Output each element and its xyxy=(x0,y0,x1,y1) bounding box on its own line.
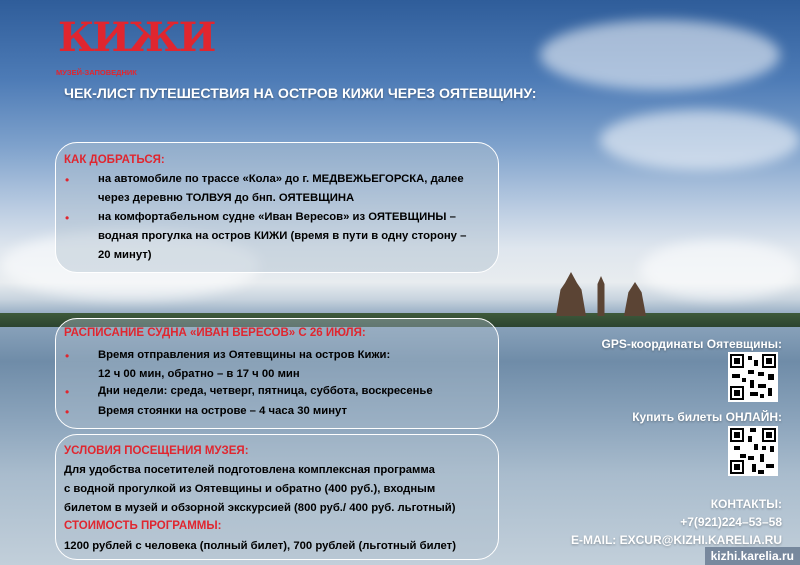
tickets-label: Купить билеты ОНЛАЙН: xyxy=(632,410,782,424)
list-item: Дни недели: среда, четверг, пятница, суббота, воскресенье xyxy=(98,385,433,397)
gps-qr-code[interactable] xyxy=(728,352,778,402)
list-item: на автомобиле по трассе «Кола» до г. МЕДВЕЖЬЕГОРСКА, далее через деревню ТОЛВУЯ до бнп. ОЯТЕВЩИНА xyxy=(98,173,464,204)
bullet-icon: • xyxy=(65,405,70,419)
site-watermark: kizhi.karelia.ru xyxy=(705,547,800,565)
list-item: на комфортабельном судне «Иван Вересов» из ОЯТЕВЩИНЫ – водная прогулка на остров КИЖИ (время в пути в одну сторону – 20 минут) xyxy=(98,211,467,261)
bullet-icon: • xyxy=(65,211,70,225)
list-item: Время отправления из Оятевщины на остров Кижи: 12 ч 00 мин, обратно – в 17 ч 00 мин xyxy=(98,349,391,380)
section-heading: КАК ДОБРАТЬСЯ: xyxy=(64,154,165,166)
bullet-icon: • xyxy=(65,173,70,187)
qr-code-icon xyxy=(728,352,778,402)
cloud xyxy=(640,240,800,300)
tickets-qr-code[interactable] xyxy=(728,426,778,476)
contact-phone[interactable]: +7(921)224–53–58 xyxy=(680,515,782,529)
cloud xyxy=(540,20,780,90)
page-title: ЧЕК-ЛИСТ ПУТЕШЕСТВИЯ НА ОСТРОВ КИЖИ ЧЕРЕЗ ОЯТЕВЩИНУ: xyxy=(64,86,537,102)
price-heading: СТОИМОСТЬ ПРОГРАММЫ: xyxy=(64,520,222,532)
price-text: 1200 рублей с человека (полный билет), 700 рублей (льготный билет) xyxy=(64,540,456,552)
list-item: Время стоянки на острове – 4 часа 30 минут xyxy=(98,405,347,417)
conditions-text: Для удобства посетителей подготовлена комплексная программа с водной прогулкой из Оятевщины и обратно (400 руб.), входным билетом в музей и обзорной экскурсией (800 руб./ 400 руб. льготный) xyxy=(64,464,456,514)
contact-email[interactable]: E-MAIL: EXCUR@KIZHI.KARELIA.RU xyxy=(570,533,782,547)
section-heading: РАСПИСАНИЕ СУДНА «ИВАН ВЕРЕСОВ» С 26 ИЮЛЯ: xyxy=(64,327,366,339)
kizhi-logo xyxy=(52,10,215,80)
bullet-icon: • xyxy=(65,349,70,363)
section-heading: УСЛОВИЯ ПОСЕЩЕНИЯ МУЗЕЯ: xyxy=(64,445,249,457)
cloud xyxy=(600,110,800,170)
logo-word: КИЖИ xyxy=(58,14,215,61)
bullet-icon: • xyxy=(65,385,70,399)
qr-code-icon xyxy=(728,426,778,476)
contacts-label: КОНТАКТЫ: xyxy=(710,497,782,511)
gps-label: GPS-координаты Оятевщины: xyxy=(601,337,782,351)
logo-subtitle: МУЗЕЙ-ЗАПОВЕДНИК xyxy=(56,68,137,77)
